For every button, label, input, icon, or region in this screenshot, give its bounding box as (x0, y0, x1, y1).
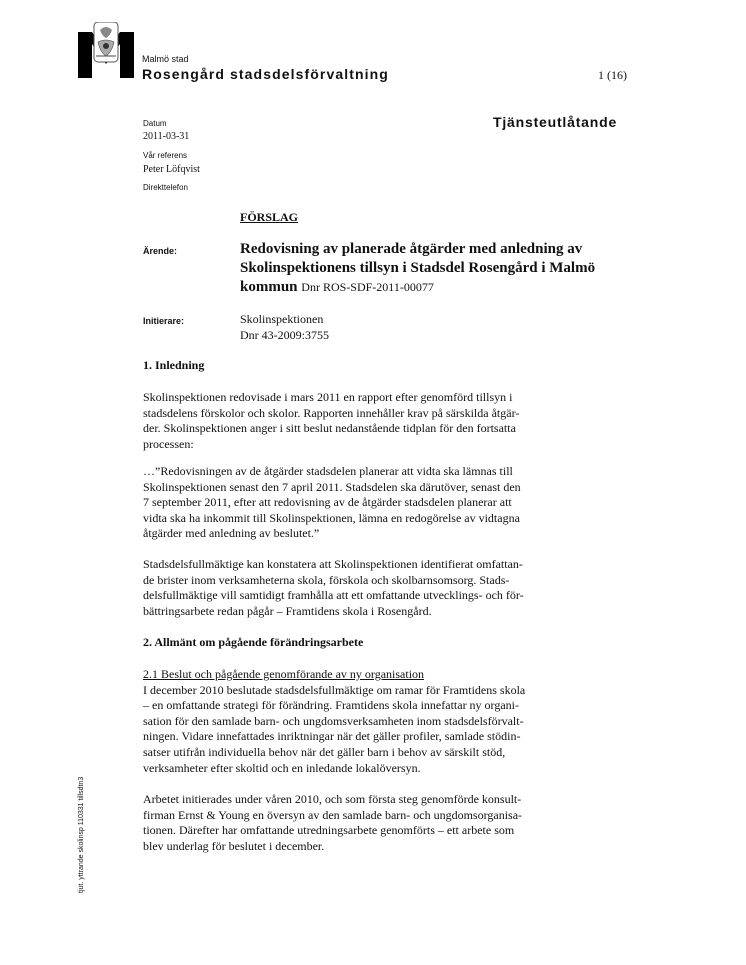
text-line: åtgärder med anledning av beslutet.” (143, 526, 320, 541)
section2-heading: 2. Allmänt om pågående förändringsarbete (143, 635, 364, 649)
arende-title-line: Skolinspektionens tillsyn i Stadsdel Rosengård i Malmö (240, 260, 596, 276)
text-line: firman Ernst & Young en översyn av den samlade barn- och ungdomsorganisa- (143, 807, 523, 822)
text-line: Arbetet initierades under våren 2010, och som första steg genomförde konsult- (143, 792, 522, 806)
text-line: verksamheter efter skoltid och en inledande lokalöversyn. (143, 760, 421, 775)
initierare-line: Dnr 43-2009:3755 (240, 328, 329, 342)
arende-title (240, 240, 640, 297)
text-line: I december 2010 beslutade stadsdelsfullmäktige om ramar för Framtidens skola (143, 682, 526, 697)
section2-paragraph-2 (143, 792, 573, 854)
text-line: delsfullmäktige vill samtidigt framhålla att ett omfattande utvecklings- och för- (143, 588, 524, 603)
datum-value: 2011-03-31 (143, 131, 190, 142)
text-line: de brister inom verksamheterna skola, förskola och skolbarnsomsorg. Stads- (143, 572, 510, 587)
arende-title-line: Redovisning av planerade åtgärder med anledning av (240, 241, 583, 257)
section2-paragraph-1 (143, 667, 573, 776)
arende-title-line: kommun Dnr ROS-SDF-2011-00077 (240, 279, 434, 295)
text-line: …”Redovisningen av de åtgärder stadsdelen planerar att vidta ska lämnas till (143, 464, 513, 478)
text-line: ningen. Vidare innefattades inriktningar när det gäller profiler, samlade stödin- (143, 729, 521, 744)
arende-label: Ärende: (143, 246, 178, 256)
section1-paragraph-3 (143, 557, 573, 619)
initierare-label: Initierare: (143, 316, 185, 326)
phone-label: Direkttelefon (143, 183, 188, 192)
section1-quote (143, 464, 573, 542)
text-line: der. Skolinspektionen anger i sitt beslut nedanstående tidplan för den fortsatta (143, 421, 516, 436)
text-line: sation för den samlade barn- och ungdomsverksamheten inom stadsdelsförvalt- (143, 713, 524, 728)
ref-value: Peter Löfqvist (143, 164, 200, 175)
malmo-logo-icon (78, 22, 134, 78)
section1-heading: 1. Inledning (143, 358, 205, 372)
text-line: Skolinspektionen redovisade i mars 2011 en rapport efter genomförd tillsyn i (143, 390, 513, 404)
text-line: blev underlag för beslutet i december. (143, 838, 325, 853)
section1-paragraph-1 (143, 390, 573, 452)
text-line: vidta ska ha inkommit till Skolinspektionen, lämna en redogörelse av vidtagna (143, 510, 520, 525)
forslag-heading: FÖRSLAG (240, 210, 299, 224)
text-line: – en omfattande strategi för förändring. Framtidens skola innefattar ny organi- (143, 698, 519, 713)
datum-label: Datum (143, 119, 167, 128)
arende-dnr: Dnr ROS-SDF-2011-00077 (301, 280, 434, 294)
doc-type-title: Tjänsteutlåtande (493, 114, 618, 130)
org-name: Rosengård stadsdelsförvaltning (142, 66, 389, 82)
margin-note: tjut. yttrande skolinsp 110331 tillsdtn3 (78, 776, 85, 893)
org-small: Malmö stad (142, 54, 189, 64)
text-line: bättringsarbete redan pågår – Framtidens skola i Rosengård. (143, 603, 432, 618)
ref-label: Vår referens (143, 151, 188, 160)
text-line: Skolinspektionen senast den 7 april 2011. Stadsdelen ska därutöver, senast den (143, 479, 521, 494)
text-line: tionen. Därefter har omfattande utredningsarbete genomförts – ett arbete som (143, 823, 515, 838)
text-line: stadsdelens förskolor och skolor. Rapporten innehåller krav på särskilda åtgär- (143, 405, 520, 420)
section2-sub-heading: 2.1 Beslut och pågående genomförande av ny organisation (143, 667, 425, 681)
text-line: 7 september 2011, efter att redovisning av de åtgärder stadsdelen planerar att (143, 495, 512, 510)
text-line: Stadsdelsfullmäktige kan konstatera att Skolinspektionen identifierat omfattan- (143, 557, 523, 571)
initierare-value (240, 311, 329, 343)
text-line: satser utifrån individuella behov när det gäller barn i behov av särskilt stöd, (143, 744, 506, 759)
text-line: processen: (143, 436, 194, 451)
initierare-line: Skolinspektionen (240, 312, 324, 326)
page-number: 1 (16) (598, 68, 627, 82)
